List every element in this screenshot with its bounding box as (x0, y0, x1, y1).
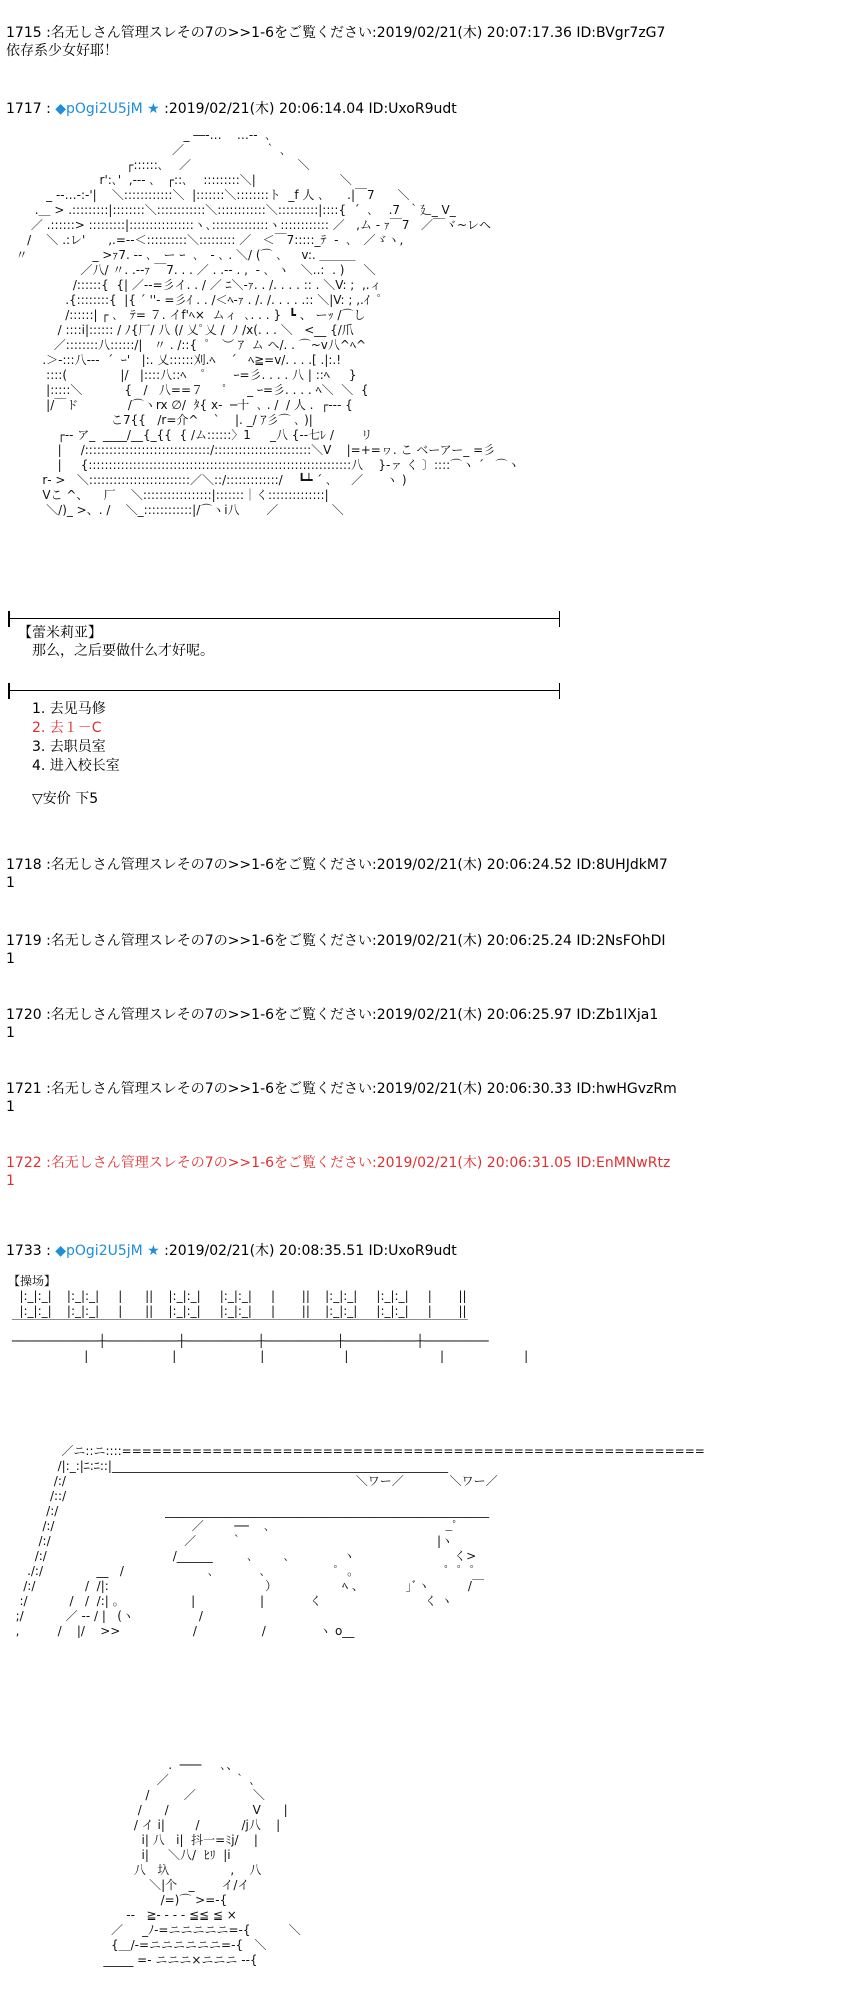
choice-1: 1. 去见马修 (32, 701, 106, 717)
post-1733 (6, 1242, 457, 1260)
ascii-art-character-2: . ─── ､、 ／ ｀ ､ / ／ ＼ / / V | / イ i| / /j八 | i| 八 i| 抖一=ﾐj/ | i| ＼八/ ﾋﾘ |i 八 圦 , 八 ＼|个 _ イ/イ /=)⌒ >=‐{ ‐‐ ≧‐ ‐ ‐ ‐ ≦≦ ≦ × ／ _ﾉ‐=ニニニニニ=‐{ ＼ {＿/‐=ニニニニニニ=‐{ ＼ _____ =‐ ニニニ×ニニニ ‐‐{ (103, 1758, 301, 1967)
post-header: 1719 :名无しさん管理スレその7の>>1-6をご覧ください:2019/02/21(木) 20:06:25.24 ID:2NsFOhDI (6, 933, 666, 949)
post-body: 1 (6, 875, 15, 891)
post-body: 依存系少女好耶！ (6, 43, 118, 59)
speaker-line: 那么，之后要做什么才好呢。 (32, 643, 214, 659)
divider-bottom (8, 690, 560, 691)
choice-4: 4. 进入校长室 (32, 758, 120, 774)
post-1718 (6, 856, 668, 892)
post-header: 1720 :名无しさん管理スレその7の>>1-6をご覧ください:2019/02/21(木) 20:06:25.97 ID:Zb1lXja1 (6, 1007, 659, 1023)
post-1720 (6, 1006, 658, 1042)
choice-3: 3. 去职员室 (32, 739, 106, 755)
post-meta: :2019/02/21(木) 20:08:35.51 ID:UxoR9udt (159, 1243, 457, 1259)
post-body: 1 (6, 1025, 15, 1041)
narration-block (18, 624, 214, 660)
post-1715 (6, 24, 665, 60)
post-body: 1 (6, 1173, 15, 1189)
post-1721 (6, 1080, 677, 1116)
post-number: 1733 : (6, 1243, 56, 1259)
post-1717 (6, 100, 457, 118)
post-number: 1717 : (6, 101, 56, 117)
ascii-art-playground-fence: 【操场】 |:_|:_| |:_|:_| | || |:_|:_| |:_|:_| | || |:_|:_| |:_|:_| | || |:_|:_| |:_|:_| | || |:_|:_| |:_|:_| | || |:_|:_| |:_|:_| | || ￣￣￣￣￣￣￣￣￣￣￣￣￣￣￣￣￣￣￣￣￣￣￣￣￣￣￣￣￣￣￣￣￣￣￣￣￣￣ ────────────┼──────────┼──────────┼──────────┼──────────┼───────── | | | | | | (8, 1274, 529, 1363)
post-body: 1 (6, 951, 15, 967)
ascii-art-playground-field: ／ニ::ニ::::========================================================== /|:_:|ﾆ:ﾆ::|________________________________________________________ /:/ ＼ワー／ ＼ワー／ /::/ /:/ ______________________________________________________ /:/ ／ ── ､ _ﾟ /:/ ／ ｀ |ヽ /:/ /______ ､ ､ ヽ く> ./:/ __ / ､ ､ ﾟ ｡ ﾟ ﾟ ﾟ /:/ / /|: ） ﾍ 、 ｣ﾞヽ /￣ :/ / / /:| ｡ | | く く ヽ ;/ ／ ‐‐ / | (ヽ / , / |/ >> / / ヽ o__ (15, 1444, 705, 1638)
speaker-name: 【蕾米莉亚】 (18, 625, 102, 641)
post-1719 (6, 932, 666, 968)
post-header: 1721 :名无しさん管理スレその7の>>1-6をご覧ください:2019/02/21(木) 20:06:30.33 ID:hwHGvzRm (6, 1081, 677, 1097)
divider-top (8, 618, 560, 619)
vote-note: ▽安价 下5 (32, 791, 99, 807)
post-body: 1 (6, 1099, 15, 1115)
post-1722 (6, 1154, 670, 1190)
choice-list (32, 700, 120, 809)
post-meta: :2019/02/21(木) 20:06:14.04 ID:UxoR9udt (159, 101, 457, 117)
tripcode-link[interactable]: ◆pOgi2U5jM ★ (55, 101, 160, 117)
post-header: 1722 :名无しさん管理スレその7の>>1-6をご覧ください:2019/02/21(木) 20:06:31.05 ID:EnMNwRtz (6, 1155, 671, 1171)
choice-2: 2. 去１－C (32, 720, 102, 736)
tripcode-link[interactable]: ◆pOgi2U5jM ★ (55, 1243, 160, 1259)
post-header: 1718 :名无しさん管理スレその7の>>1-6をご覧ください:2019/02/21(木) 20:06:24.52 ID:8UHJdkM7 (6, 857, 668, 873)
ascii-art-character: _ ―‐… …‐- ､ ／ ｀ ､ ┌::::::､ ／ ＼ r':､' ,-‐- ､ ┌::､ :::::::::＼| ＼ _ -‐…‐:‐'| ＼::::::::::::＼ |:::::::＼::::::::ト _f 人 ､ .|￣7 ＼ .＿ > .:::::::::|::::::::＼::::::::::::＼::::::::::::＼::::::::::|::::{ ´ ､ .7 ｀廴_ V_ ／ .::::::> :::::::::|::::::::::::::::ヽ､::::::::::::::ヽ:::::::::::: ／ ,ム ‐ ｧ￣7 ／￣ヾ~レヘ / ＼ .:レ' ,.=‐‐＜::::::::::＼::::::::: ／ ＜￣7:::::_ﾃ - ､ ／ゞヽ, 〃 _ >ｧ7. ‐‐ ､ ー ｰ ､ ‐ ､ . ＼/ (⌒ ､ v:. ＿＿＿ ／八/ 〃. .‐‐ｧ ￣7. . . ／ . .‐‐ . , ‐ ､ ヽ ＼..: . ) ＼ /::::::{ {| ／‐‐=彡イ. . / ／ ﾆ＼‐ｧ. . /. . . . :: . ＼V: ; ,.ィ .{::::::::{ |{ ´ ''‐ =彡ｲ . . /＜ﾍ‐ｧ . /. /. . . . .:: ＼|V: ; ,.ｲ ﾟ /::::::| ┌ ､ ﾃ= ７. イf'ﾍ× ムィ ､. . . } ┗ 、 ーｯ /⌒し / ::::i|:::::: / ﾉ{厂/ 八 (/ 乂ﾟ乂 / ﾉ /x(. . . ＼ <__ {/爪 ／::::::::八::::::/| 〃 . /::{ ﾟ ︶ ｱ ム ヘ/. . ⌒~v八^ﾍ^ .＞‐:::八‐‐‐ ´ ｰ' |:. 乂::::::刈.ﾍ ´ ﾍ≧=v/. . . .[ .|:.! ::::( |/ |::::八::ﾍ ﾟ ｰ=彡. . . . 八 | ::ﾍ } |:::::＼ { / 八==７ ﾟ _ ｰ=彡. . . . ﾍ＼ ＼ { |/￣ド /⌒ヽrx ∅/ ﾀ{ x‐ ─十 ､ . / / 人 . ┌‐‐‐ { こ7{{ /r=介^ ` |. _/ ｱ彡⌒ ､ )| ┌‐‐ ア_ ____/__{_{{ { /ム::::::〉1 _八 {‐‐七ﾚ / リ | /:::::::::::::::::::::::::::::::/::::::::::::::::::::::::＼V |=+=ヮ. こ ベーアー_ =彡 | {:::::::::::::::::::::::::::::::::::::::::::::::::::::::::::::::::八 }‐ァ く 〕::::⌒ヽ ´ ⌒ヽ r‐ > ＼:::::::::::::::::::::::::／＼::/:::::::::::::/ ┗┷ ´ ､ ／ ヽ ) Vこ ^、 厂 ＼:::::::::::::::::|:::::::｜く::::::::::::::| ＼/)_ >、. / ＼_::::::::::::|/⌒ヽi八 ／ ＼ (15, 128, 520, 517)
post-header: 1715 :名无しさん管理スレその7の>>1-6をご覧ください:2019/02/21(木) 20:07:17.36 ID:BVgr7zG7 (6, 25, 666, 41)
